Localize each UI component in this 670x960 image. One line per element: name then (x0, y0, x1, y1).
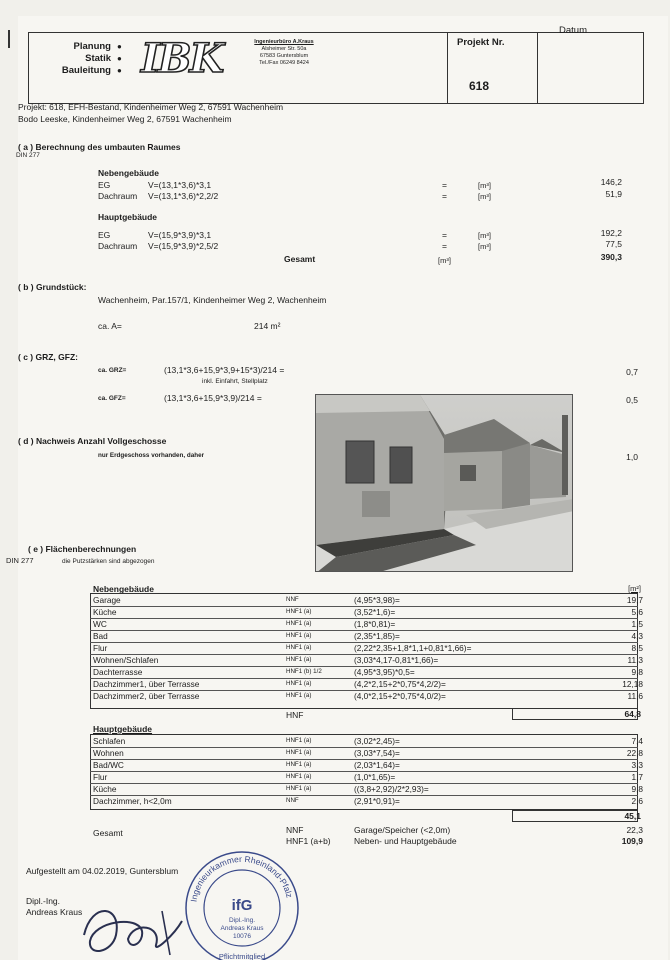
area-value: 8,5 (631, 643, 643, 653)
volume-formula: V=(13,1*3,6)*2,2/2 (148, 191, 219, 201)
area-formula: (1,8*0,81)= (354, 619, 396, 629)
office-street: Alsheimer Str. 50a (261, 46, 307, 52)
role-bauleitung: Bauleitung (61, 65, 111, 76)
grz-value: 0,7 (626, 367, 638, 377)
area-type: HNF1 (a) (286, 656, 312, 663)
engineer-stamp (182, 848, 302, 960)
area-type: HNF1 (a) (286, 749, 312, 756)
area-formula: (2,03*1,64)= (354, 760, 400, 770)
plot-area-value: 214 m² (254, 321, 281, 331)
sum-value: 45,1 (624, 811, 641, 821)
volume-value: 146,2 (600, 177, 622, 187)
signature (78, 891, 198, 960)
area-value: 11,6 (627, 691, 643, 701)
area-table-neben (18, 584, 668, 734)
section-c-title: ( c ) GRZ, GFZ: (18, 352, 78, 362)
stamp-title: Dipl.-Ing. (228, 917, 256, 924)
table-row (18, 595, 668, 606)
total-volume: 390,3 (600, 252, 622, 262)
role-statik: Statik (85, 53, 111, 64)
room-name: Schlafen (93, 736, 126, 746)
equals-sign: = (442, 180, 447, 190)
role-bullets: ● ● ● (117, 42, 122, 75)
area-table-haupt (18, 724, 668, 824)
sum-type: HNF (286, 710, 304, 720)
sum-box (512, 708, 638, 720)
room-name: Dachterrasse (93, 667, 143, 677)
equals-sign: = (442, 241, 447, 251)
header-divider (447, 33, 448, 103)
area-type: NNF (286, 596, 299, 603)
office-phone: Tel./Fax 06249 8424 (259, 60, 309, 66)
table-row (18, 736, 668, 747)
volume-unit: [m³] (478, 192, 491, 201)
area-formula: (1,0*1,65)= (354, 772, 396, 782)
area-value: 7,4 (631, 736, 643, 746)
table-row (18, 619, 668, 630)
gfz-label: ca. GFZ= (98, 395, 126, 402)
header-divider (537, 33, 538, 103)
volume-formula: V=(13,1*3,6)*3,1 (148, 180, 212, 190)
binder-mark (8, 30, 10, 48)
equals-sign: = (442, 230, 447, 240)
room-name: Dachzimmer1, über Terrasse (93, 679, 200, 689)
area-type: HNF1 (a) (286, 692, 312, 699)
area-type: HNF1 (a) (286, 737, 312, 744)
area-value: 4,3 (631, 631, 643, 641)
volume-value: 77,5 (605, 239, 622, 249)
area-value: 3,3 (631, 760, 643, 770)
area-type: HNF1 (a) (286, 680, 312, 687)
gfz-formula: (13,1*3,6+15,9*3,9)/214 = (164, 393, 262, 403)
office-city: 67583 Guntersblum (259, 53, 309, 59)
volume-unit: [m³] (478, 181, 491, 190)
area-type: NNF (286, 797, 299, 804)
signer-name: Andreas Kraus (26, 907, 83, 917)
volume-formula: V=(15,9*3,9)*3,1 (148, 230, 212, 240)
gfz-value: 0,5 (626, 395, 638, 405)
room-name: Dachzimmer2, über Terrasse (93, 691, 200, 701)
room-name: Flur (93, 643, 108, 653)
area-type: HNF1 (a) (286, 620, 312, 627)
section-e-note: die Putzstärken sind abgezogen (62, 558, 155, 565)
room-name: Küche (93, 607, 117, 617)
owner-line: Bodo Leeske, Kindenheimer Weg 2, 67591 Wachenheim (18, 114, 232, 124)
area-value: 19,7 (626, 595, 643, 605)
area-value: 9,8 (631, 784, 643, 794)
area-type: HNF1 (a) (286, 632, 312, 639)
volume-value: 192,2 (600, 228, 622, 238)
area-formula: (3,03*4,17-0,81*1,66)= (354, 655, 439, 665)
area-value: 1,7 (631, 772, 643, 782)
header-box (28, 25, 644, 104)
project-line: Projekt: 618, EFH-Bestand, Kindenheimer Weg 2, 67591 Wachenheim (18, 102, 284, 112)
grz-label: ca. GRZ= (98, 367, 127, 374)
area-unit: [m²] (628, 584, 641, 593)
stamp-bottom-text: Pflichtmitglied (218, 952, 266, 960)
sum-value: 64,8 (624, 709, 641, 719)
house-photo-image (316, 395, 573, 572)
section-b-title: ( b ) Grundstück: (18, 282, 87, 292)
area-value: 12,18 (622, 679, 643, 689)
stamp-number: 10076 (232, 933, 252, 940)
area-formula: (3,52*1,6)= (354, 607, 396, 617)
group-title: Nebengebäude (93, 584, 154, 594)
section-e-norm: DIN 277 (6, 556, 34, 565)
company-logo: IBK (141, 35, 223, 82)
group-title: Nebengebäude (98, 168, 159, 178)
area-type: HNF1 (a) (286, 644, 312, 651)
area-formula: (4,2*2,15+2*0,75*4,2/2)= (354, 679, 446, 689)
house-photo (315, 394, 573, 572)
section-d-note: nur Erdgeschoss vorhanden, daher (98, 452, 205, 459)
project-number-value: 618 (469, 79, 490, 93)
room-name: Bad (93, 631, 108, 641)
area-value: 9,8 (631, 667, 643, 677)
area-type: HNF1 (a) (286, 761, 312, 768)
table-row (18, 784, 668, 795)
total-description: Garage/Speicher (<2,0m) (354, 825, 451, 835)
room-name: Dachzimmer, h<2,0m (93, 796, 172, 806)
volume-value: 51,9 (605, 189, 622, 199)
table-row (18, 607, 668, 618)
office-address (234, 39, 334, 67)
total-unit: [m³] (438, 256, 451, 265)
prepared-line: Aufgestellt am 04.02.2019, Guntersblum (26, 866, 179, 876)
group-title: Hauptgebäude (98, 212, 158, 222)
volume-unit: [m³] (478, 231, 491, 240)
area-value: 2,6 (631, 796, 643, 806)
room-name: Küche (93, 784, 117, 794)
volume-formula: V=(15,9*3,9)*2,5/2 (148, 241, 219, 251)
area-formula: (4,95*3,95)*0,5= (354, 667, 415, 677)
area-formula: (2,22*2,35+1,8*1,1+0,81*1,66)= (354, 643, 472, 653)
role-planung: Planung (73, 41, 111, 52)
area-value: 1,5 (631, 619, 643, 629)
total-value: 22,3 (626, 825, 643, 835)
table-row (18, 748, 668, 759)
total-type: HNF1 (a+b) (286, 836, 331, 846)
table-row (18, 772, 668, 783)
volume-label: EG (98, 230, 111, 240)
volume-label: Dachraum (98, 241, 138, 251)
table-row (18, 796, 668, 807)
date-label: Datum (559, 25, 587, 36)
document-page (6, 16, 668, 960)
table-row (18, 679, 668, 690)
area-formula: (3,02*2,45)= (354, 736, 400, 746)
stamp-ring-text: Ingenieurkammer Rheinland-Pfalz (188, 853, 295, 903)
table-row (18, 631, 668, 642)
area-formula: (4,0*2,15+2*0,75*4,0/2)= (354, 691, 446, 701)
volume-unit: [m³] (478, 242, 491, 251)
area-value: 22,8 (626, 748, 643, 758)
signer-title: Dipl.-Ing. (26, 896, 61, 906)
area-formula: (2,35*1,85)= (354, 631, 400, 641)
total-value: 109,9 (621, 836, 643, 846)
section-d-title: ( d ) Nachweis Anzahl Vollgeschosse (18, 436, 167, 446)
equals-sign: = (442, 191, 447, 201)
grand-total-label: Gesamt (93, 828, 123, 838)
project-number-label: Projekt Nr. (457, 37, 505, 48)
total-type: NNF (286, 825, 304, 835)
volume-label: EG (98, 180, 111, 190)
total-description: Neben- und Hauptgebäude (354, 836, 457, 846)
table-row (18, 760, 668, 771)
plot-area-label: ca. A= (98, 321, 122, 331)
total-label: Gesamt (284, 254, 316, 264)
area-formula: (2,91*0,91)= (354, 796, 400, 806)
room-name: Flur (93, 772, 108, 782)
room-name: Bad/WC (93, 760, 124, 770)
group-title: Hauptgebäude (93, 724, 153, 734)
area-type: HNF1 (a) (286, 608, 312, 615)
area-formula: ((3,8+2,92)/2*2,93)= (354, 784, 429, 794)
area-value: 11,3 (627, 655, 643, 665)
section-a-title: ( a ) Berechnung des umbauten Raumes (18, 142, 181, 152)
plot-location: Wachenheim, Par.157/1, Kindenheimer Weg 2, Wachenheim (98, 295, 327, 305)
area-value: 5,6 (631, 607, 643, 617)
area-type: HNF1 (b) 1/2 (286, 668, 322, 675)
room-name: Wohnen (93, 748, 124, 758)
office-name: Ingenieurbüro A.Kraus (254, 39, 314, 45)
table-row (18, 667, 668, 678)
stamp-name: Andreas Kraus (220, 925, 264, 932)
grz-formula: (13,1*3,6+15,9*3,9+15*3)/214 = (164, 365, 285, 375)
section-a-norm: DIN 277 (16, 152, 40, 159)
roles-block (59, 41, 111, 77)
area-formula: (3,03*7,54)= (354, 748, 400, 758)
room-name: WC (93, 619, 107, 629)
room-name: Garage (93, 595, 121, 605)
sum-box (512, 810, 638, 822)
section-e-title: ( e ) Flächenberechnungen (28, 544, 137, 554)
table-row (18, 691, 668, 702)
area-type: HNF1 (a) (286, 785, 312, 792)
table-row (18, 643, 668, 654)
room-name: Wohnen/Schlafen (93, 655, 159, 665)
volume-label: Dachraum (98, 191, 138, 201)
table-row (18, 655, 668, 666)
stamp-logo: ifG (231, 897, 253, 914)
storey-count: 1,0 (626, 452, 638, 462)
grz-note: inkl. Einfahrt, Stellplatz (202, 378, 268, 385)
area-formula: (4,95*3,98)= (354, 595, 400, 605)
area-type: HNF1 (a) (286, 773, 312, 780)
